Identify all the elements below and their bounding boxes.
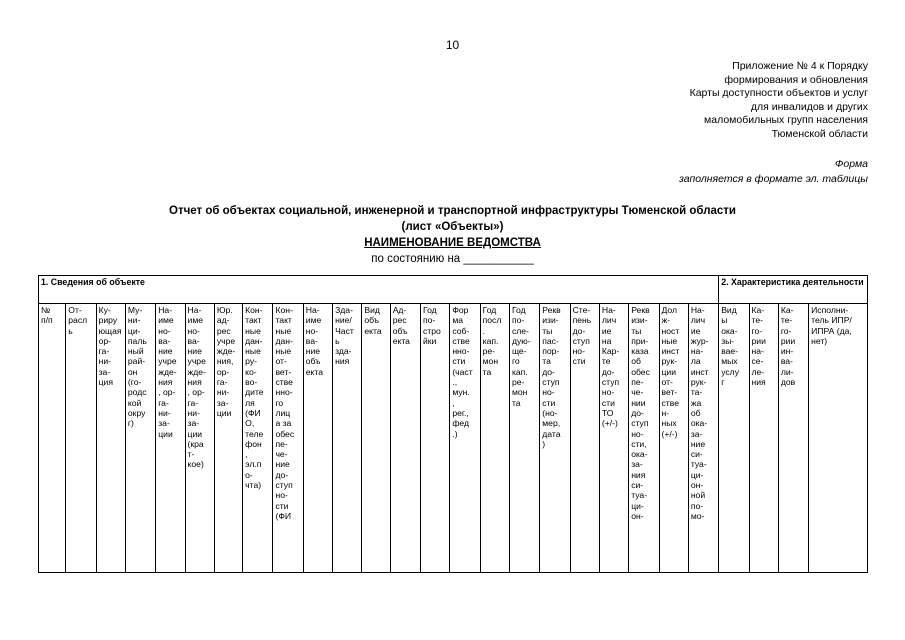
col-industry: От- расл ь: [66, 304, 96, 573]
col-service-types: Вид ы ока- зы- вае- мых услу г: [719, 304, 749, 573]
appendix-line: формирования и обновления: [724, 73, 868, 86]
page-number: 10: [445, 38, 460, 52]
col-passport-details: Рекв изи- ты пас- пор- та до- ступ но- сти (но- мер, дата ): [540, 304, 570, 573]
col-institution-short-name: На- име но- ва- ние учре жде- ния , ор- га- ни- за- ции (кра т- кое): [185, 304, 214, 573]
appendix-line: Карты доступности объектов и услуг: [689, 87, 868, 100]
col-director-contacts: Кон- такт ные дан- ные ру- ко- во- дите ля (ФИ О, теле фон , эл.п о- чта): [243, 304, 273, 573]
objects-table: [38, 275, 868, 573]
title-department: НАИМЕНОВАНИЕ ВЕДОМСТВА: [364, 237, 541, 249]
appendix-line: для инвалидов и других: [750, 100, 868, 113]
report-title: [0, 203, 905, 267]
col-number: № п/п: [39, 304, 66, 573]
col-municipality: Му- ни- ци- паль ный рай- он (го- родс кой окру г): [125, 304, 155, 573]
col-object-type: Вид объ екта: [362, 304, 390, 573]
section-activity: 2. Характеристика деятельности: [719, 276, 868, 304]
col-supervising-org: Ку- риру ющая ор- га- ни- за- ция: [96, 304, 125, 573]
appendix-note: [690, 60, 868, 142]
col-institution-name: На- име но- ва- ние учре жде- ния , ор- га- ни- за- ции: [156, 304, 185, 573]
col-disability-categories: Ка- те- го- рии ин- ва- ли- дов: [778, 304, 808, 573]
col-ipr-executor: Исполни- тель ИПР/ ИПРА (да, нет): [809, 304, 868, 573]
form-label: Форма: [835, 158, 868, 170]
col-on-map: На- лич ие на Кар- те до- ступ но- сти ТО (+/-): [599, 304, 628, 573]
col-object-address: Ад- рес объ екта: [390, 304, 420, 573]
col-order-details: Рекв изи- ты при- каза об обес пе- че- нии до- ступ но- сти, ока- за- ния си- туа- ци- он-: [629, 304, 659, 573]
col-building-part: Зда- ние/ Част ь зда- ния: [333, 304, 362, 573]
col-population-categories: Ка- те- го- рии на- се- ле- ния: [749, 304, 778, 573]
title-sheet: (лист «Объекты»): [401, 221, 504, 233]
appendix-line: Тюменской области: [771, 127, 868, 140]
col-build-year: Год по- стро йки: [421, 304, 450, 573]
section-object-info: 1. Сведения об объекте: [39, 276, 719, 304]
col-job-instructions: Дол ж- ност ные инст рук- ции от- вет- стве н- ных (+/-): [659, 304, 688, 573]
col-ownership-form: Фор ма соб- стве нно- сти (част ., мун. , рег., фед .): [450, 304, 480, 573]
col-briefing-log: На- лич ие жур- на- ла инст рук- та- жа об ока- за- ние си- туа- ци- он- ной по- мо-: [688, 304, 718, 573]
form-note: [679, 157, 868, 187]
title-date: по состоянию на ___________: [371, 253, 534, 265]
form-instruction: заполняется в формате эл. таблицы: [678, 173, 868, 185]
appendix-line: Приложение № 4 к Порядку: [732, 60, 868, 72]
title-main: Отчет об объектах социальной, инженерной и транспортной инфраструктуры Тюменской области: [169, 205, 736, 217]
col-legal-address: Юр. ад- рес учре жде- ния, ор- га- ни- за- ции: [214, 304, 242, 573]
appendix-line: маломобильных групп населения: [704, 114, 868, 127]
col-next-repair-year: Год по- сле- дую- ще- го кап. ре- мон та: [509, 304, 539, 573]
col-last-repair-year: Год посл . кап. ре- мон та: [480, 304, 509, 573]
col-accessibility-level: Сте- пень до- ступ но- сти: [570, 304, 599, 573]
col-responsible-contacts: Кон- такт ные дан- ные от- вет- стве нно- го лиц а за обес пе- че- ние до- ступ но- сти (ФИ: [273, 304, 303, 573]
col-object-name: На- име но- ва- ние объ екта: [303, 304, 332, 573]
